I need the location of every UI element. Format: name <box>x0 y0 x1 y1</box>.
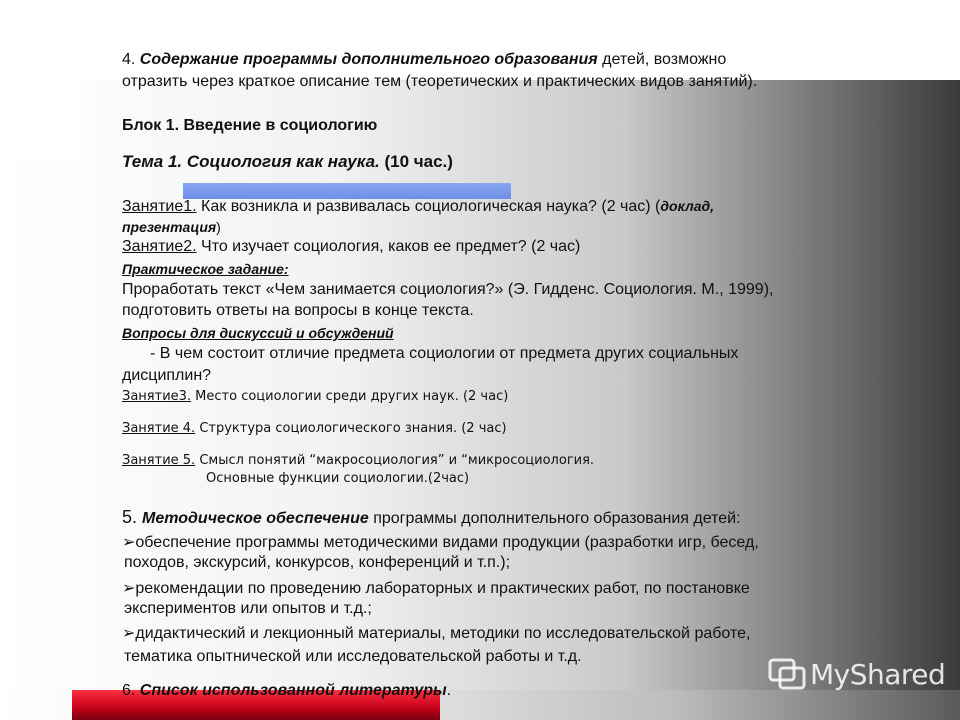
bullet-3-text: дидактический и лекционный материалы, методики по исследовательской работе, <box>135 625 751 642</box>
bullet-2-line2: экспериментов или опытов и т.д.; <box>124 600 372 617</box>
topic1-title <box>122 152 453 172</box>
lesson4-label: Занятие 4. <box>122 421 196 436</box>
bullet-1-line1 <box>122 532 759 552</box>
section6-heading <box>122 682 451 700</box>
lesson5 <box>122 453 594 468</box>
lesson5-label: Занятие 5. <box>122 453 196 468</box>
practical-line1: Проработать текст «Чем занимается социология?» (Э. Гидденс. Социология. М., 1999), <box>122 281 774 298</box>
lesson1-close: ) <box>216 219 221 235</box>
arrow-bullet-icon: ➢ <box>122 625 136 642</box>
bullet-3-line2: тематика опытнической или исследовательской работы и т.д. <box>124 648 582 665</box>
section4-title-rest: детей, возможно <box>597 51 727 68</box>
lesson4-text: Структура социологического знания. (2 час) <box>195 421 507 436</box>
myshared-watermark <box>768 656 948 696</box>
section4-title: Содержание программы дополнительного образования <box>139 51 598 68</box>
lesson1-extra: доклад, <box>660 198 715 214</box>
discussion-label: Вопросы для дискуссий и обсуждений <box>122 325 394 341</box>
section5-title: Методическое обеспечение <box>142 510 369 527</box>
topic1-name: Тема 1. Социология как наука. <box>122 152 380 171</box>
discussion-line1: - В чем состоит отличие предмета социологии от предмета других социальных <box>150 345 739 362</box>
lesson2-label: Занятие2. <box>122 238 197 255</box>
decorative-blue-bar <box>183 183 511 199</box>
section5-heading <box>122 507 741 528</box>
lesson3 <box>122 389 508 404</box>
bullet-3-line1 <box>122 623 750 643</box>
section4-number: 4. <box>122 51 140 68</box>
arrow-bullet-icon: ➢ <box>122 534 136 551</box>
lesson4 <box>122 421 507 436</box>
lesson3-text: Место социологии среди других наук. (2 час) <box>191 389 509 404</box>
practical-label: Практическое задание: <box>122 261 289 277</box>
section5-title-rest: программы дополнительного образования детей: <box>368 510 741 527</box>
background-white-corner <box>0 80 80 160</box>
practical-line2: подготовить ответы на вопросы в конце текста. <box>122 302 474 319</box>
lesson5-text: Смысл понятий “макросоциология” и “микросоциология. <box>195 453 595 468</box>
lesson1-text: Как возникла и развивалась социологическая наука? (2 час) ( <box>196 198 661 215</box>
myshared-logo-icon <box>768 656 806 692</box>
lesson2-text: Что изучает социология, каков ее предмет? (2 час) <box>196 238 581 255</box>
section6-title-rest: . <box>446 682 452 699</box>
section6-title: Список использованной литературы <box>139 682 447 699</box>
arrow-bullet-icon: ➢ <box>122 580 136 597</box>
lesson2 <box>122 238 580 256</box>
lesson1-line2 <box>122 219 221 235</box>
discussion-line2: дисциплин? <box>122 367 212 384</box>
section4-heading <box>122 51 726 69</box>
watermark-text: MyShared <box>810 658 946 691</box>
topic1-hours: (10 час.) <box>379 152 453 171</box>
bullet-1-line2: походов, экскурсий, конкурсов, конференций и т.п.); <box>124 554 511 571</box>
section6-number: 6. <box>122 682 140 699</box>
lesson3-label: Занятие3. <box>122 389 192 404</box>
lesson1 <box>122 198 714 216</box>
bullet-2-text: рекомендации по проведению лабораторных и практических работ, по постановке <box>135 580 750 597</box>
lesson1-extra2: презентация <box>122 219 217 235</box>
section4-line2: отразить через краткое описание тем (теоретических и практических видов занятий). <box>122 73 758 90</box>
lesson5-line2: Основные функции социологии.(2час) <box>206 471 470 486</box>
section5-number: 5. <box>122 507 143 527</box>
bullet-2-line1 <box>122 578 750 598</box>
lesson1-label: Занятие1. <box>122 198 197 215</box>
bullet-1-text: обеспечение программы методическими видами продукции (разработки игр, бесед, <box>135 534 759 551</box>
block1-title: Блок 1. Введение в социологию <box>122 117 378 134</box>
